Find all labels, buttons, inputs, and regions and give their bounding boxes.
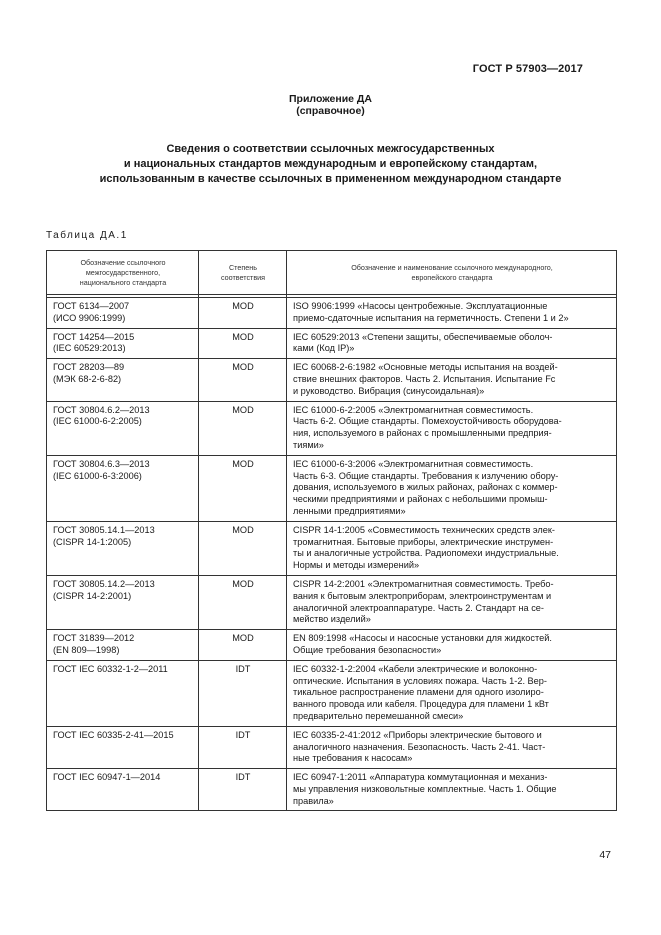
cell-line: IEC 60332-1-2:2004 «Кабели электрические и волоконно-: [293, 663, 538, 674]
cell-line: (МЭК 68-2-6-82): [53, 373, 122, 384]
degree-cell: IDT: [199, 726, 287, 768]
table-row: [47, 769, 617, 811]
cell-line: EN 809:1998 «Насосы и насосные установки для жидкостей.: [293, 633, 552, 644]
cell-line: ные требования к насосам»: [293, 753, 413, 764]
international-standard-cell: [287, 630, 617, 661]
cell-line: мейство изделий»: [293, 614, 371, 625]
table-row: [47, 575, 617, 629]
header-national-standard: [47, 251, 199, 295]
cell-line: дования, используемого в жилых районах, районах с коммер-: [293, 482, 558, 493]
international-standard-cell: [287, 455, 617, 521]
cell-line: Нормы и методы измерений»: [293, 560, 420, 571]
heading-line: Сведения о соответствии ссылочных межгосударственных: [166, 143, 495, 155]
international-standard-cell: [287, 401, 617, 455]
cell-line: (IEC 61000-6-2:2005): [53, 416, 142, 427]
cell-line: тиями»: [293, 439, 324, 450]
cell-line: IEC 60947-1:2011 «Аппаратура коммутационная и механиз-: [293, 772, 548, 783]
cell-line: ленными предприятиями»: [293, 505, 406, 516]
degree-cell: MOD: [199, 298, 287, 329]
degree-cell: MOD: [199, 455, 287, 521]
degree-cell: MOD: [199, 630, 287, 661]
international-standard-cell: [287, 328, 617, 359]
cell-line: CISPR 14-1:2005 «Совместимость технических средств элек-: [293, 524, 555, 535]
header-line: Обозначение ссылочного: [80, 257, 166, 267]
cell-line: IEC 60335-2-41:2012 «Приборы электрические бытового и: [293, 729, 542, 740]
cell-line: IEC 60529:2013 «Степени защиты, обеспечиваемые оболоч-: [293, 331, 553, 342]
cell-line: CISPR 14-2:2001 «Электромагнитная совместимость. Требо-: [293, 578, 554, 589]
cell-line: ГОСТ 31839—2012: [53, 633, 135, 644]
header-line: европейского стандарта: [411, 272, 493, 282]
header-line: национального стандарта: [79, 277, 167, 287]
cell-line: Часть 6-3. Общие стандарты. Требования к излучению обору-: [293, 470, 559, 481]
international-standard-cell: [287, 521, 617, 575]
international-standard-cell: [287, 660, 617, 726]
international-standard-cell: [287, 298, 617, 329]
section-heading: [0, 142, 661, 187]
cell-line: ГОСТ 28203—89: [53, 362, 125, 373]
table-row: [47, 455, 617, 521]
degree-cell: MOD: [199, 401, 287, 455]
cell-line: правила»: [293, 795, 334, 806]
cell-line: приемо-сдаточные испытания на герметичность. Степени 1 и 2»: [293, 312, 569, 323]
cell-line: и руководство. Вибрация (синусоидальная)»: [293, 385, 485, 396]
national-standard-cell: [47, 359, 199, 401]
international-standard-cell: [287, 359, 617, 401]
international-standard-cell: [287, 726, 617, 768]
degree-cell: MOD: [199, 521, 287, 575]
national-standard-cell: [47, 769, 199, 811]
cell-line: ческими предприятиями и районах с небольшими промыш-: [293, 494, 548, 505]
header-line: Обозначение и наименование ссылочного международного,: [351, 262, 553, 272]
cell-line: ками (Код IP)»: [293, 343, 355, 354]
header-international-standard: [287, 251, 617, 295]
cell-line: ГОСТ 30804.6.2—2013: [53, 404, 150, 415]
cell-line: предварительно перемешанной смеси»: [293, 710, 464, 721]
cell-line: тикальное распространение пламени для одного изолиро-: [293, 687, 544, 698]
degree-cell: IDT: [199, 660, 287, 726]
cell-line: ГОСТ IEC 60335-2-41—2015: [53, 729, 174, 740]
cell-line: ГОСТ 30805.14.2—2013: [53, 578, 155, 589]
table-row: [47, 726, 617, 768]
national-standard-cell: [47, 660, 199, 726]
cell-line: тромагнитная. Бытовые приборы, электрические инструмен-: [293, 536, 554, 547]
table-row: [47, 660, 617, 726]
national-standard-cell: [47, 298, 199, 329]
cell-line: IEC 60068-2-6:1982 «Основные методы испытания на воздей-: [293, 362, 558, 373]
cell-line: аналогичной электроаппаратуре. Часть 2. Стандарт на се-: [293, 602, 544, 613]
cell-line: (IEC 61000-6-3:2006): [53, 470, 142, 481]
cell-line: мы управления низковольтные комплектные. Часть 1. Общие: [293, 783, 557, 794]
header-line: соответствия: [220, 272, 266, 282]
cell-line: ГОСТ 6134—2007: [53, 301, 130, 311]
table-row: [47, 298, 617, 329]
national-standard-cell: [47, 575, 199, 629]
cell-line: (EN 809—1998): [53, 644, 120, 655]
cell-line: ния, используемого в районах с промышленными предприя-: [293, 428, 552, 439]
header-degree: [199, 251, 287, 295]
national-standard-cell: [47, 455, 199, 521]
degree-cell: IDT: [199, 769, 287, 811]
degree-cell: MOD: [199, 328, 287, 359]
cell-line: ГОСТ 30804.6.3—2013: [53, 458, 150, 469]
cell-line: IEC 61000-6-3:2006 «Электромагнитная совместимость.: [293, 458, 534, 469]
table-row: [47, 328, 617, 359]
cell-line: (CISPR 14-1:2005): [53, 536, 132, 547]
cell-line: ГОСТ 14254—2015: [53, 331, 135, 342]
table-caption: Таблица ДА.1: [46, 230, 128, 241]
table-row: [47, 401, 617, 455]
national-standard-cell: [47, 328, 199, 359]
table-header-row: [47, 251, 617, 295]
degree-cell: MOD: [199, 575, 287, 629]
cell-line: аналогичного назначения. Безопасность. Часть 2-41. Част-: [293, 741, 546, 752]
national-standard-cell: [47, 521, 199, 575]
annex-title: Приложение ДА: [289, 93, 372, 105]
cell-line: (CISPR 14-2:2001): [53, 590, 132, 601]
table-row: [47, 359, 617, 401]
document-code: ГОСТ Р 57903—2017: [472, 63, 583, 75]
header-line: Степень: [228, 262, 257, 272]
cell-line: ISO 9906:1999 «Насосы центробежные. Эксплуатационные: [293, 301, 548, 311]
international-standard-cell: [287, 575, 617, 629]
page-number: 47: [599, 849, 611, 861]
table-row: [47, 521, 617, 575]
cell-line: ванного провода или кабеля. Процедура для пламени 1 кВт: [293, 699, 549, 710]
heading-line: и национальных стандартов международным и европейскому стандартам,: [123, 158, 538, 170]
cell-line: ГОСТ IEC 60332-1-2—2011: [53, 663, 168, 674]
cell-line: ты и аналогичные устройства. Радиопомехи индустриальные.: [293, 548, 559, 559]
cell-line: ствие внешних факторов. Часть 2. Испытания. Испытание Fc: [293, 373, 556, 384]
annex-subtitle: (справочное): [296, 105, 365, 117]
national-standard-cell: [47, 726, 199, 768]
table-row: [47, 630, 617, 661]
heading-line: использованным в качестве ссылочных в примененном международном стандарте: [99, 173, 562, 185]
international-standard-cell: [287, 769, 617, 811]
national-standard-cell: [47, 401, 199, 455]
cell-line: ГОСТ 30805.14.1—2013: [53, 524, 155, 535]
cell-line: ГОСТ IEC 60947-1—2014: [53, 772, 161, 783]
standards-correspondence-table: [46, 250, 617, 811]
cell-line: (ИСО 9906:1999): [53, 312, 126, 323]
national-standard-cell: [47, 630, 199, 661]
cell-line: вания к бытовым электроприборам, электроинструментам и: [293, 590, 552, 601]
cell-line: Часть 6-2. Общие стандарты. Помехоустойчивость оборудова-: [293, 416, 562, 427]
degree-cell: MOD: [199, 359, 287, 401]
cell-line: Общие требования безопасности»: [293, 644, 442, 655]
cell-line: IEC 61000-6-2:2005 «Электромагнитная совместимость.: [293, 404, 534, 415]
header-line: межгосударственного,: [85, 267, 161, 277]
cell-line: (IEC 60529:2013): [53, 343, 126, 354]
cell-line: оптические. Испытания в условиях пожара. Часть 1-2. Вер-: [293, 675, 547, 686]
